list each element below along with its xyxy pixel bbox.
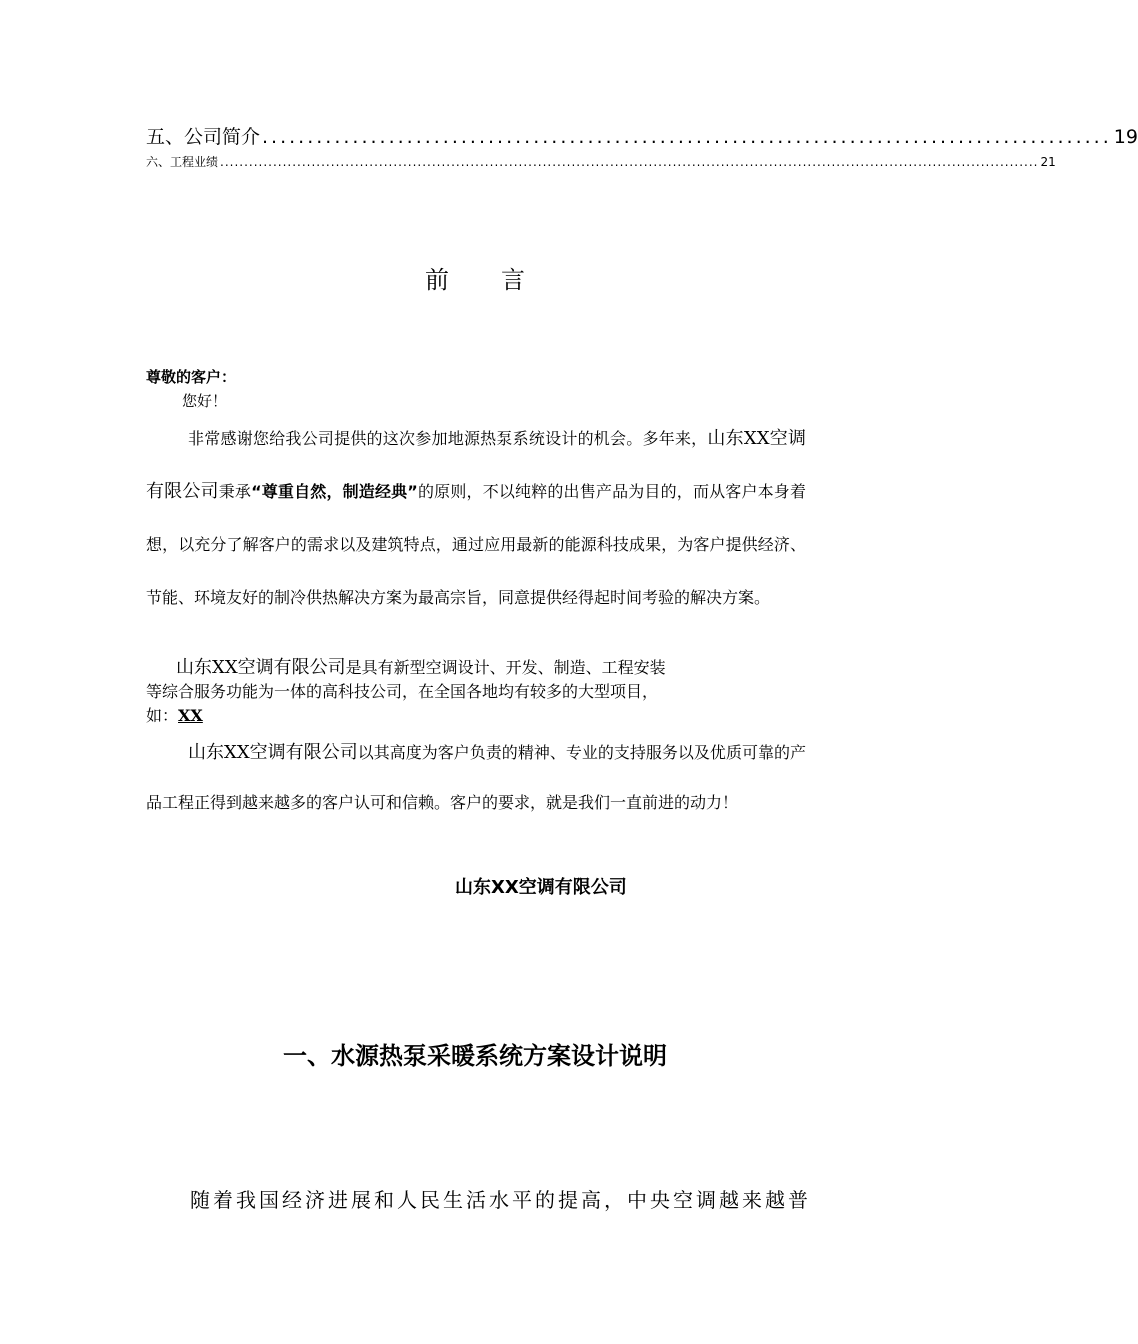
para1-text-b: 秉承 bbox=[218, 482, 252, 501]
para3-text: 以其高度为客户负责的精神、专业的支持服务以及优质可靠的产品工程正得到越来越多的客户认可和信赖。客户的要求，就是我们一直前进的动力！ bbox=[146, 743, 806, 812]
toc-page-number: 19 bbox=[1113, 126, 1138, 148]
para2-line-2: 等综合服务功能为一体的高科技公司，在全国各地均有较多的大型项目， bbox=[146, 682, 659, 701]
project-link[interactable]: XX bbox=[178, 706, 203, 725]
signature: 山东XX空调有限公司 bbox=[455, 877, 627, 898]
toc-page-number: 21 bbox=[1040, 155, 1056, 169]
section-intro-text: 随着我国经济进展和人民生活水平的提高，中央空调越来越普 bbox=[190, 1188, 811, 1212]
toc-label: 五、公司简介 bbox=[146, 126, 261, 148]
para2-line-3 bbox=[146, 704, 806, 728]
toc-leader: .............................................................................................. bbox=[262, 126, 1112, 148]
section-heading: 一、水源热泵采暖系统方案设计说明 bbox=[283, 1042, 667, 1070]
para2-line-1 bbox=[146, 656, 806, 680]
salutation: 您好！ bbox=[182, 392, 228, 410]
toc-entry-project-record[interactable] bbox=[146, 153, 1056, 170]
preface-title-char-1: 前 bbox=[425, 266, 449, 294]
para1-text-c: 的原则，不以纯粹的出售产品为目的，而从客户本身着想，以充分了解客户的需求以及建筑特点，通过应用最新的能源科技成果，为客户提供经济、节能、环境友好的制冷供热解决方案为最高宗旨，同意提供经得起时间考验的解决方案。 bbox=[146, 482, 806, 607]
preface-paragraph-3 bbox=[146, 728, 806, 828]
para2-prefix: 如： bbox=[146, 706, 179, 725]
para1-text-a: 非常感谢您给我公司提供的这次参加地源热泵系统设计的机会。多年来， bbox=[188, 429, 708, 448]
company-name: 山东XX空调有限公司 bbox=[146, 428, 806, 502]
para2-text: 是具有新型空调设计、开发、制造、工程安装 bbox=[345, 658, 666, 677]
toc-label: 六、工程业绩 bbox=[146, 155, 219, 169]
company-name: 山东XX空调有限公司 bbox=[176, 657, 346, 678]
company-name: 山东XX空调有限公司 bbox=[188, 742, 358, 763]
preface-paragraph-2 bbox=[146, 656, 806, 728]
toc-leader: .......................................................................................................................................................................... bbox=[220, 155, 1039, 169]
preface-title-char-2: 言 bbox=[501, 266, 525, 294]
preface-title bbox=[0, 260, 950, 295]
greeting: 尊敬的客户： bbox=[146, 368, 237, 386]
preface-paragraph-1 bbox=[146, 412, 806, 624]
company-motto: “尊重自然，制造经典” bbox=[251, 482, 418, 501]
toc-entry-company-profile[interactable] bbox=[146, 122, 1138, 149]
